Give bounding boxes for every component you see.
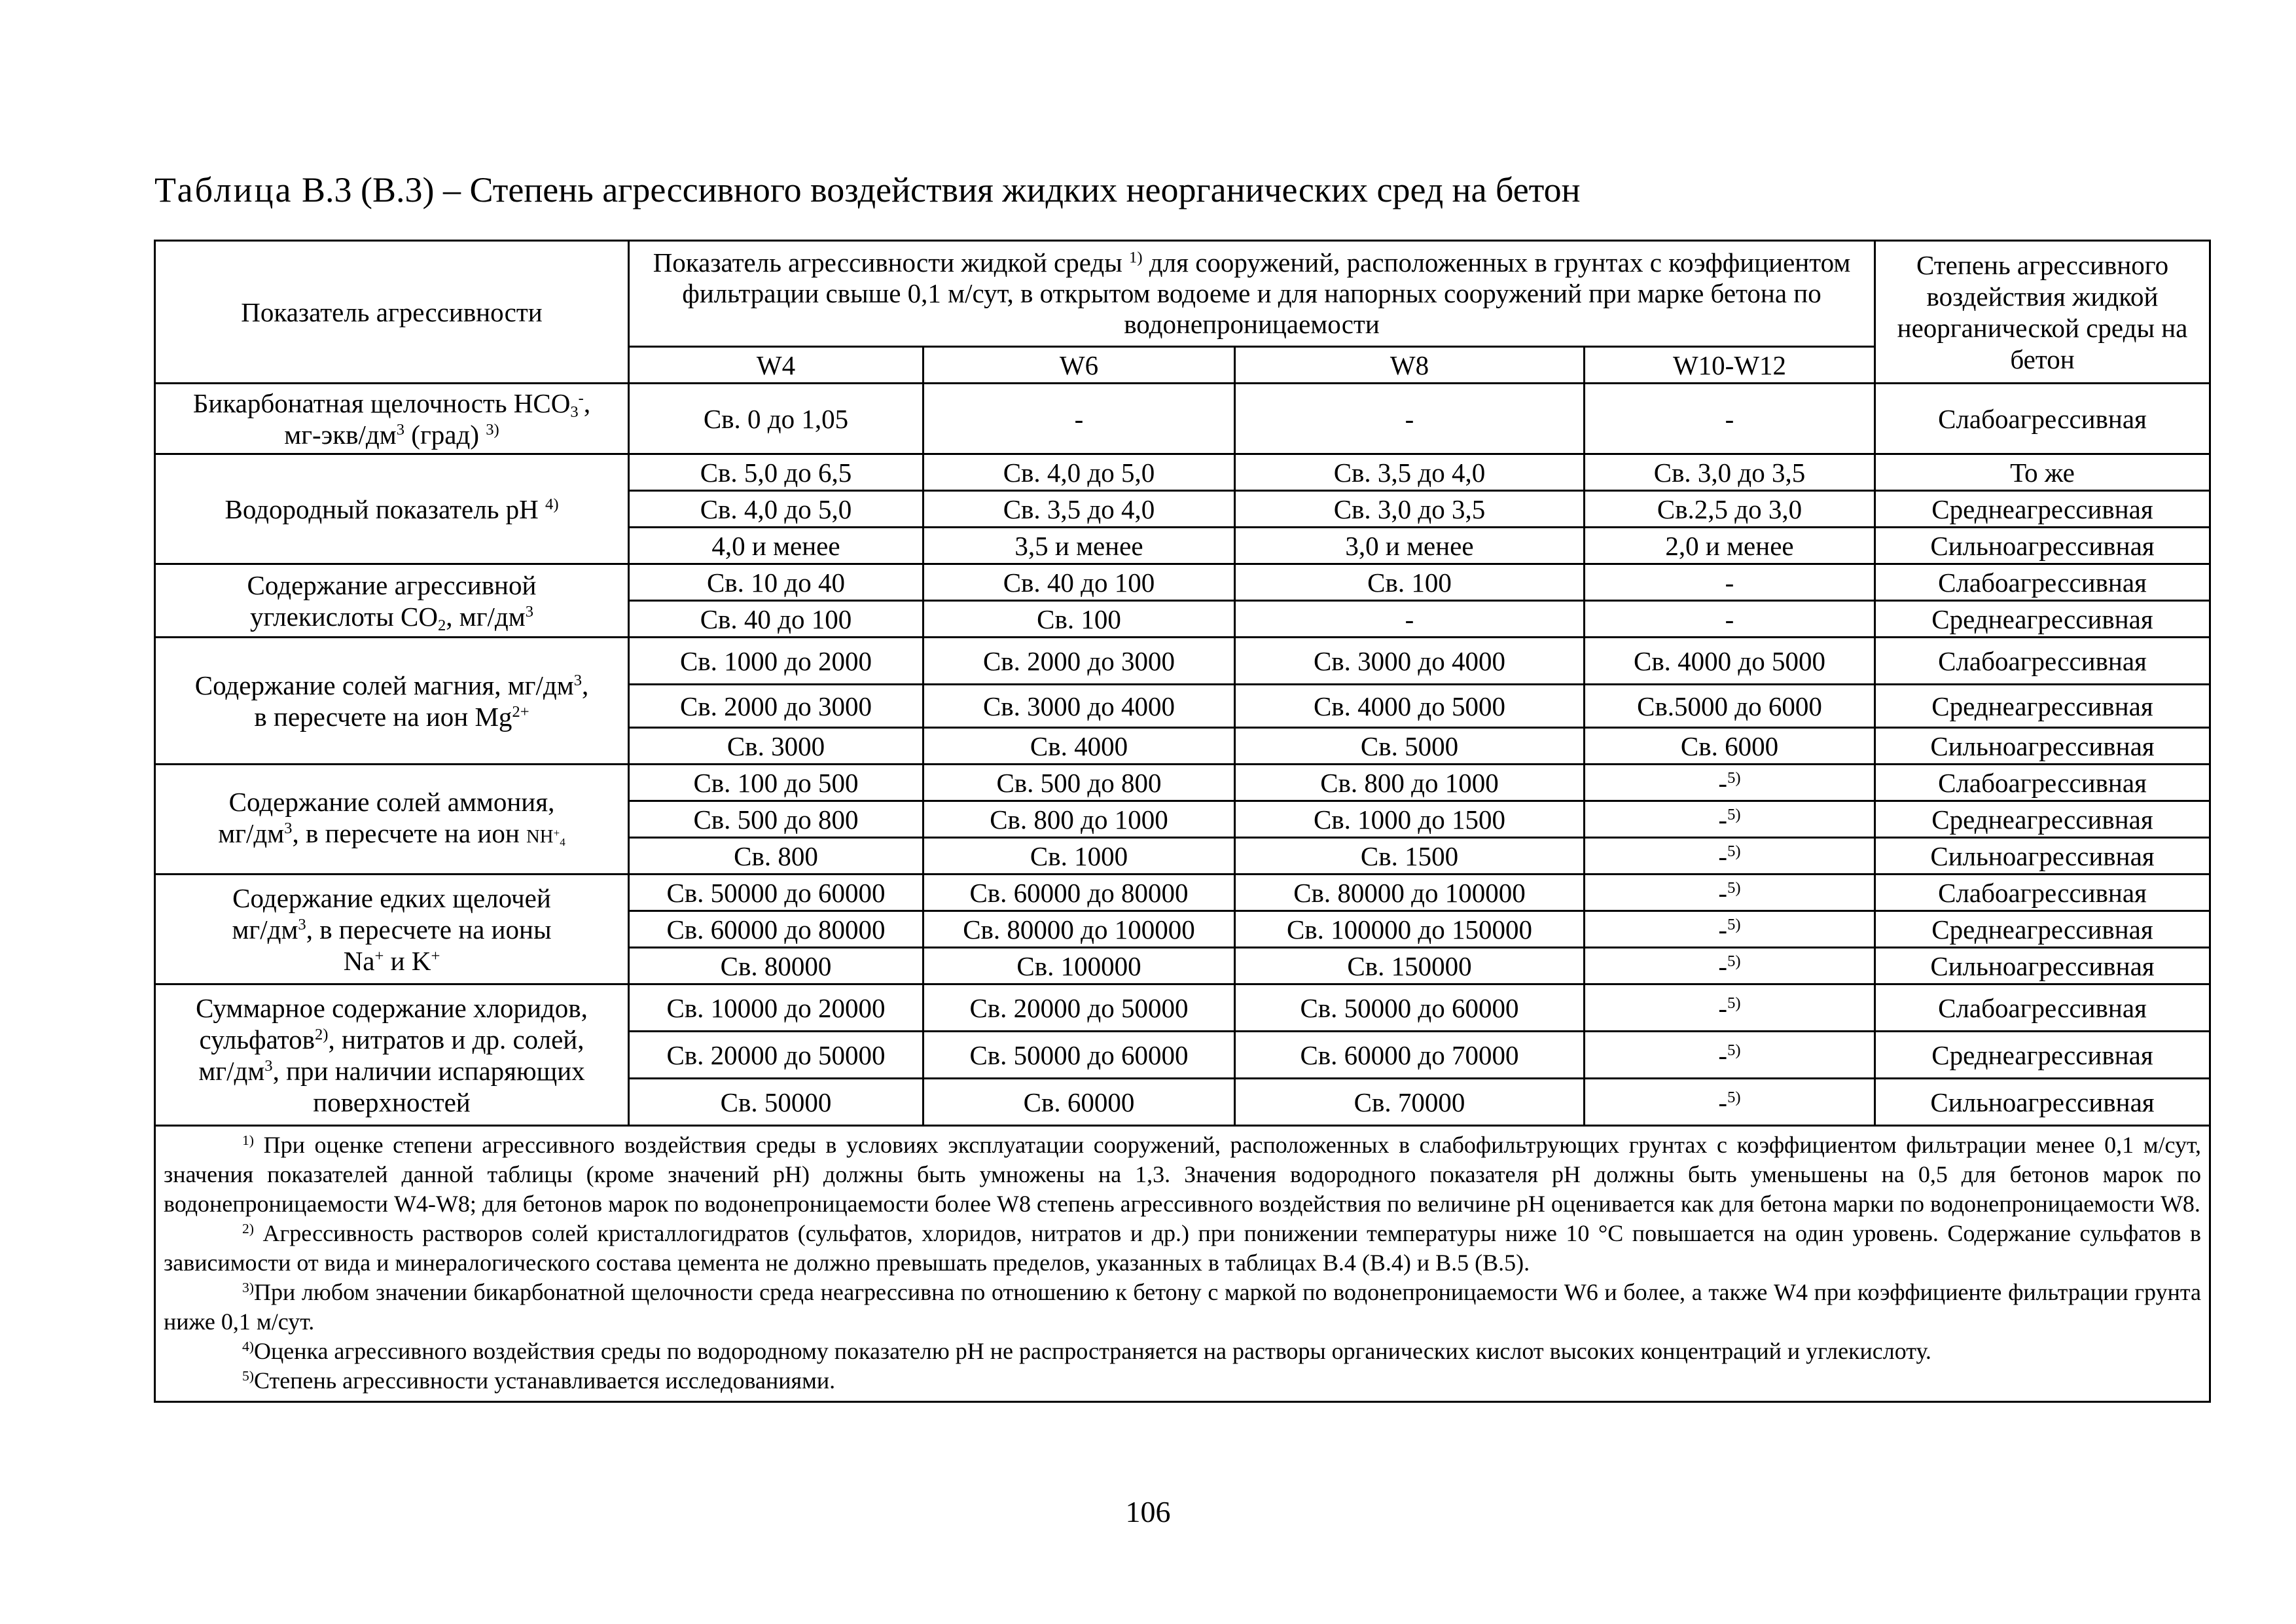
value-cell: - [1585, 564, 1875, 601]
value-cell: -$^{5)}$ [1585, 765, 1875, 801]
value-cell: - [1585, 384, 1875, 454]
footnotes [155, 1126, 2210, 1402]
indicator-cell: Суммарное содержание хлоридов, сульфатов$^{2)}$, нитратов и др. солей, $мг/дм^3$, при наличии испаряющих поверхностей [155, 984, 629, 1126]
value-cell: Св. 0 до 1,05 [629, 384, 924, 454]
header-span: Показатель агрессивности жидкой среды $^{1)}$ для сооружений, расположенных в грунтах с коэффициентом фильтрации свыше 0,1 м/сут, в открытом водоеме и для напорных сооружений при марке бетона по водонепроницаемости [629, 241, 1875, 347]
value-cell: Св. 50000 до 60000 [1235, 984, 1585, 1032]
value-cell: Св. 100 до 500 [629, 765, 924, 801]
value-cell: -$^{5)}$ [1585, 838, 1875, 875]
degree-cell: Слабоагрессивная [1875, 875, 2210, 911]
value-cell: -$^{5)}$ [1585, 911, 1875, 948]
degree-cell: Слабоагрессивная [1875, 384, 2210, 454]
degree-cell: Слабоагрессивная [1875, 564, 2210, 601]
value-cell: Св. 60000 до 80000 [629, 911, 924, 948]
value-cell: Св. 4,0 до 5,0 [629, 491, 924, 528]
value-cell: 4,0 и менее [629, 528, 924, 564]
degree-cell: То же [1875, 454, 2210, 491]
indicator-cell: Содержание агрессивной углекислоты $CO_2$, $мг/дм^3$ [155, 564, 629, 638]
degree-cell: Слабоагрессивная [1875, 638, 2210, 685]
value-cell: Св. 3000 до 4000 [924, 685, 1235, 728]
table-row [155, 454, 2210, 491]
value-cell: Св. 4000 [924, 728, 1235, 765]
table-row [155, 875, 2210, 911]
value-cell: Св. 100000 до 150000 [1235, 911, 1585, 948]
table-row [155, 638, 2210, 685]
value-cell: Св. 50000 [629, 1079, 924, 1126]
value-cell: Св. 3000 [629, 728, 924, 765]
value-cell: - [1235, 384, 1585, 454]
value-cell: - [1235, 601, 1585, 638]
table-row [155, 765, 2210, 801]
value-cell: Св. 50000 до 60000 [924, 1032, 1235, 1079]
value-cell: -$^{5)}$ [1585, 801, 1875, 838]
value-cell: Св. 60000 до 80000 [924, 875, 1235, 911]
indicator-cell: Водородный показатель pH $^{4)}$ [155, 454, 629, 564]
degree-cell: Сильноагрессивная [1875, 1079, 2210, 1126]
page-number: 106 [1125, 1495, 1171, 1528]
value-cell: Св. 4000 до 5000 [1585, 638, 1875, 685]
degree-cell: Среднеагрессивная [1875, 801, 2210, 838]
value-cell: Св. 10 до 40 [629, 564, 924, 601]
value-cell: Св. 6000 [1585, 728, 1875, 765]
value-cell: 3,0 и менее [1235, 528, 1585, 564]
header-indicator: Показатель агрессивности [155, 241, 629, 384]
degree-cell: Сильноагрессивная [1875, 528, 2210, 564]
value-cell: Св. 3,5 до 4,0 [1235, 454, 1585, 491]
degree-cell: Среднеагрессивная [1875, 685, 2210, 728]
value-cell: Св. 20000 до 50000 [924, 984, 1235, 1032]
header-grade: W10-W12 [1585, 347, 1875, 384]
value-cell: Св. 800 [629, 838, 924, 875]
value-cell: Св. 5000 [1235, 728, 1585, 765]
value-cell: -$^{5)}$ [1585, 1079, 1875, 1126]
header-grade: W4 [629, 347, 924, 384]
footnote: $^{4)}$Оценка агрессивного воздействия среды по водородному показателю pH не распространяется на растворы органических кислот высоких концентраций и углекислоту. [242, 1338, 1931, 1364]
value-cell: Св. 80000 [629, 948, 924, 984]
indicator-cell: Содержание солей аммония, $мг/дм^3$, в пересчете на ион $NH^+_4$ [155, 765, 629, 875]
value-cell: Св. 100 [1235, 564, 1585, 601]
value-cell: Св. 10000 до 20000 [629, 984, 924, 1032]
value-cell: -$^{5)}$ [1585, 875, 1875, 911]
value-cell: Св. 1500 [1235, 838, 1585, 875]
value-cell: 2,0 и менее [1585, 528, 1875, 564]
value-cell: Св. 150000 [1235, 948, 1585, 984]
value-cell: Св. 800 до 1000 [924, 801, 1235, 838]
degree-cell: Слабоагрессивная [1875, 984, 2210, 1032]
value-cell: Св. 1000 до 1500 [1235, 801, 1585, 838]
value-cell: -$^{5)}$ [1585, 948, 1875, 984]
footnote: $^{2)}$ Агрессивность растворов солей кристаллогидратов (сульфатов, хлоридов, нитратов и др.) при понижении температуры ниже 10 °С повышается на один уровень. Содержание сульфатов в зависимости от вида и минералогического состава цемента не должно превышать пределов, указанных в таблицах В.4 (В.4) и В.5 (В.5). [164, 1220, 2202, 1276]
footnote: $^{5)}$Степень агрессивности устанавливается исследованиями. [242, 1367, 836, 1394]
value-cell: Св. 100000 [924, 948, 1235, 984]
degree-cell: Сильноагрессивная [1875, 838, 2210, 875]
indicator-cell: Содержание солей магния, $мг/дм^3$, в пересчете на ион $Mg^{2+}$ [155, 638, 629, 765]
indicator-cell: Бикарбонатная щелочность $HCO_3^-$, $мг-экв/дм^3$ (град) $^{3)}$ [155, 384, 629, 454]
value-cell: Св. 5,0 до 6,5 [629, 454, 924, 491]
value-cell: Св. 3,0 до 3,5 [1235, 491, 1585, 528]
value-cell: Св. 70000 [1235, 1079, 1585, 1126]
value-cell: Св. 2000 до 3000 [924, 638, 1235, 685]
degree-cell: Слабоагрессивная [1875, 765, 2210, 801]
value-cell: Св. 500 до 800 [629, 801, 924, 838]
value-cell: Св. 3,0 до 3,5 [1585, 454, 1875, 491]
value-cell: -$^{5)}$ [1585, 984, 1875, 1032]
value-cell: Св. 50000 до 60000 [629, 875, 924, 911]
value-cell: Св. 60000 до 70000 [1235, 1032, 1585, 1079]
value-cell: Св. 20000 до 50000 [629, 1032, 924, 1079]
value-cell: Св. 100 [924, 601, 1235, 638]
indicator-cell: Содержание едких щелочей $мг/дм^3$, в пересчете на ионы Na+ и K+ [155, 875, 629, 984]
degree-cell: Сильноагрессивная [1875, 728, 2210, 765]
value-cell: Св. 40 до 100 [629, 601, 924, 638]
value-cell: -$^{5)}$ [1585, 1032, 1875, 1079]
value-cell: Св. 3,5 до 4,0 [924, 491, 1235, 528]
value-cell: Св. 1000 до 2000 [629, 638, 924, 685]
header-grade: W6 [924, 347, 1235, 384]
value-cell: - [1585, 601, 1875, 638]
value-cell: Св. 4,0 до 5,0 [924, 454, 1235, 491]
value-cell: Св. 2000 до 3000 [629, 685, 924, 728]
table-row [155, 384, 2210, 454]
value-cell: Св. 80000 до 100000 [1235, 875, 1585, 911]
degree-cell: Сильноагрессивная [1875, 948, 2210, 984]
value-cell: Св.2,5 до 3,0 [1585, 491, 1875, 528]
page-title: Таблица В.3 (В.3) – Степень агрессивного воздействия жидких неорганических сред на бетон [154, 170, 1581, 209]
value-cell: Св. 40 до 100 [924, 564, 1235, 601]
value-cell: - [924, 384, 1235, 454]
value-cell: Св. 1000 [924, 838, 1235, 875]
value-cell: Св. 80000 до 100000 [924, 911, 1235, 948]
footnote: $^{3)}$При любом значении бикарбонатной щелочности среда неагрессивна по отношению к бетону с маркой по водонепроницаемости W6 и более, а также W4 при коэффициенте фильтрации грунта ниже 0,1 м/сут. [164, 1279, 2202, 1335]
degree-cell: Среднеагрессивная [1875, 911, 2210, 948]
value-cell: 3,5 и менее [924, 528, 1235, 564]
value-cell: Св. 3000 до 4000 [1235, 638, 1585, 685]
value-cell: Св. 500 до 800 [924, 765, 1235, 801]
footnote: $^{1)}$ При оценке степени агрессивного воздействия среды в условиях эксплуатации сооружений, расположенных в слабофильтрующих грунтах с коэффициентом фильтрации менее 0,1 м/сут, значения показателей данной таблицы (кроме значений pH) должны быть умножены на 1,3. Значения водородного показателя pH должны быть уменьшены на 0,5 для бетонов марок по водонепроницаемости W4-W8; для бетонов марок по водонепроницаемости более W8 степень агрессивного воздействия по величине pH оценивается как для бетона марки по водонепроницаемости W8. [164, 1132, 2202, 1217]
header-degree: Степень агрессивного воздействия жидкой неорганической среды на бетон [1875, 241, 2210, 384]
value-cell: Св. 60000 [924, 1079, 1235, 1126]
value-cell: Св. 4000 до 5000 [1235, 685, 1585, 728]
notes-row [155, 1126, 2210, 1402]
degree-cell: Среднеагрессивная [1875, 1032, 2210, 1079]
value-cell: Св. 800 до 1000 [1235, 765, 1585, 801]
degree-cell: Среднеагрессивная [1875, 601, 2210, 638]
table-row [155, 984, 2210, 1032]
table-row [155, 564, 2210, 601]
aggressiveness-table [154, 240, 2211, 1403]
degree-cell: Среднеагрессивная [1875, 491, 2210, 528]
value-cell: Св.5000 до 6000 [1585, 685, 1875, 728]
header-grade: W8 [1235, 347, 1585, 384]
